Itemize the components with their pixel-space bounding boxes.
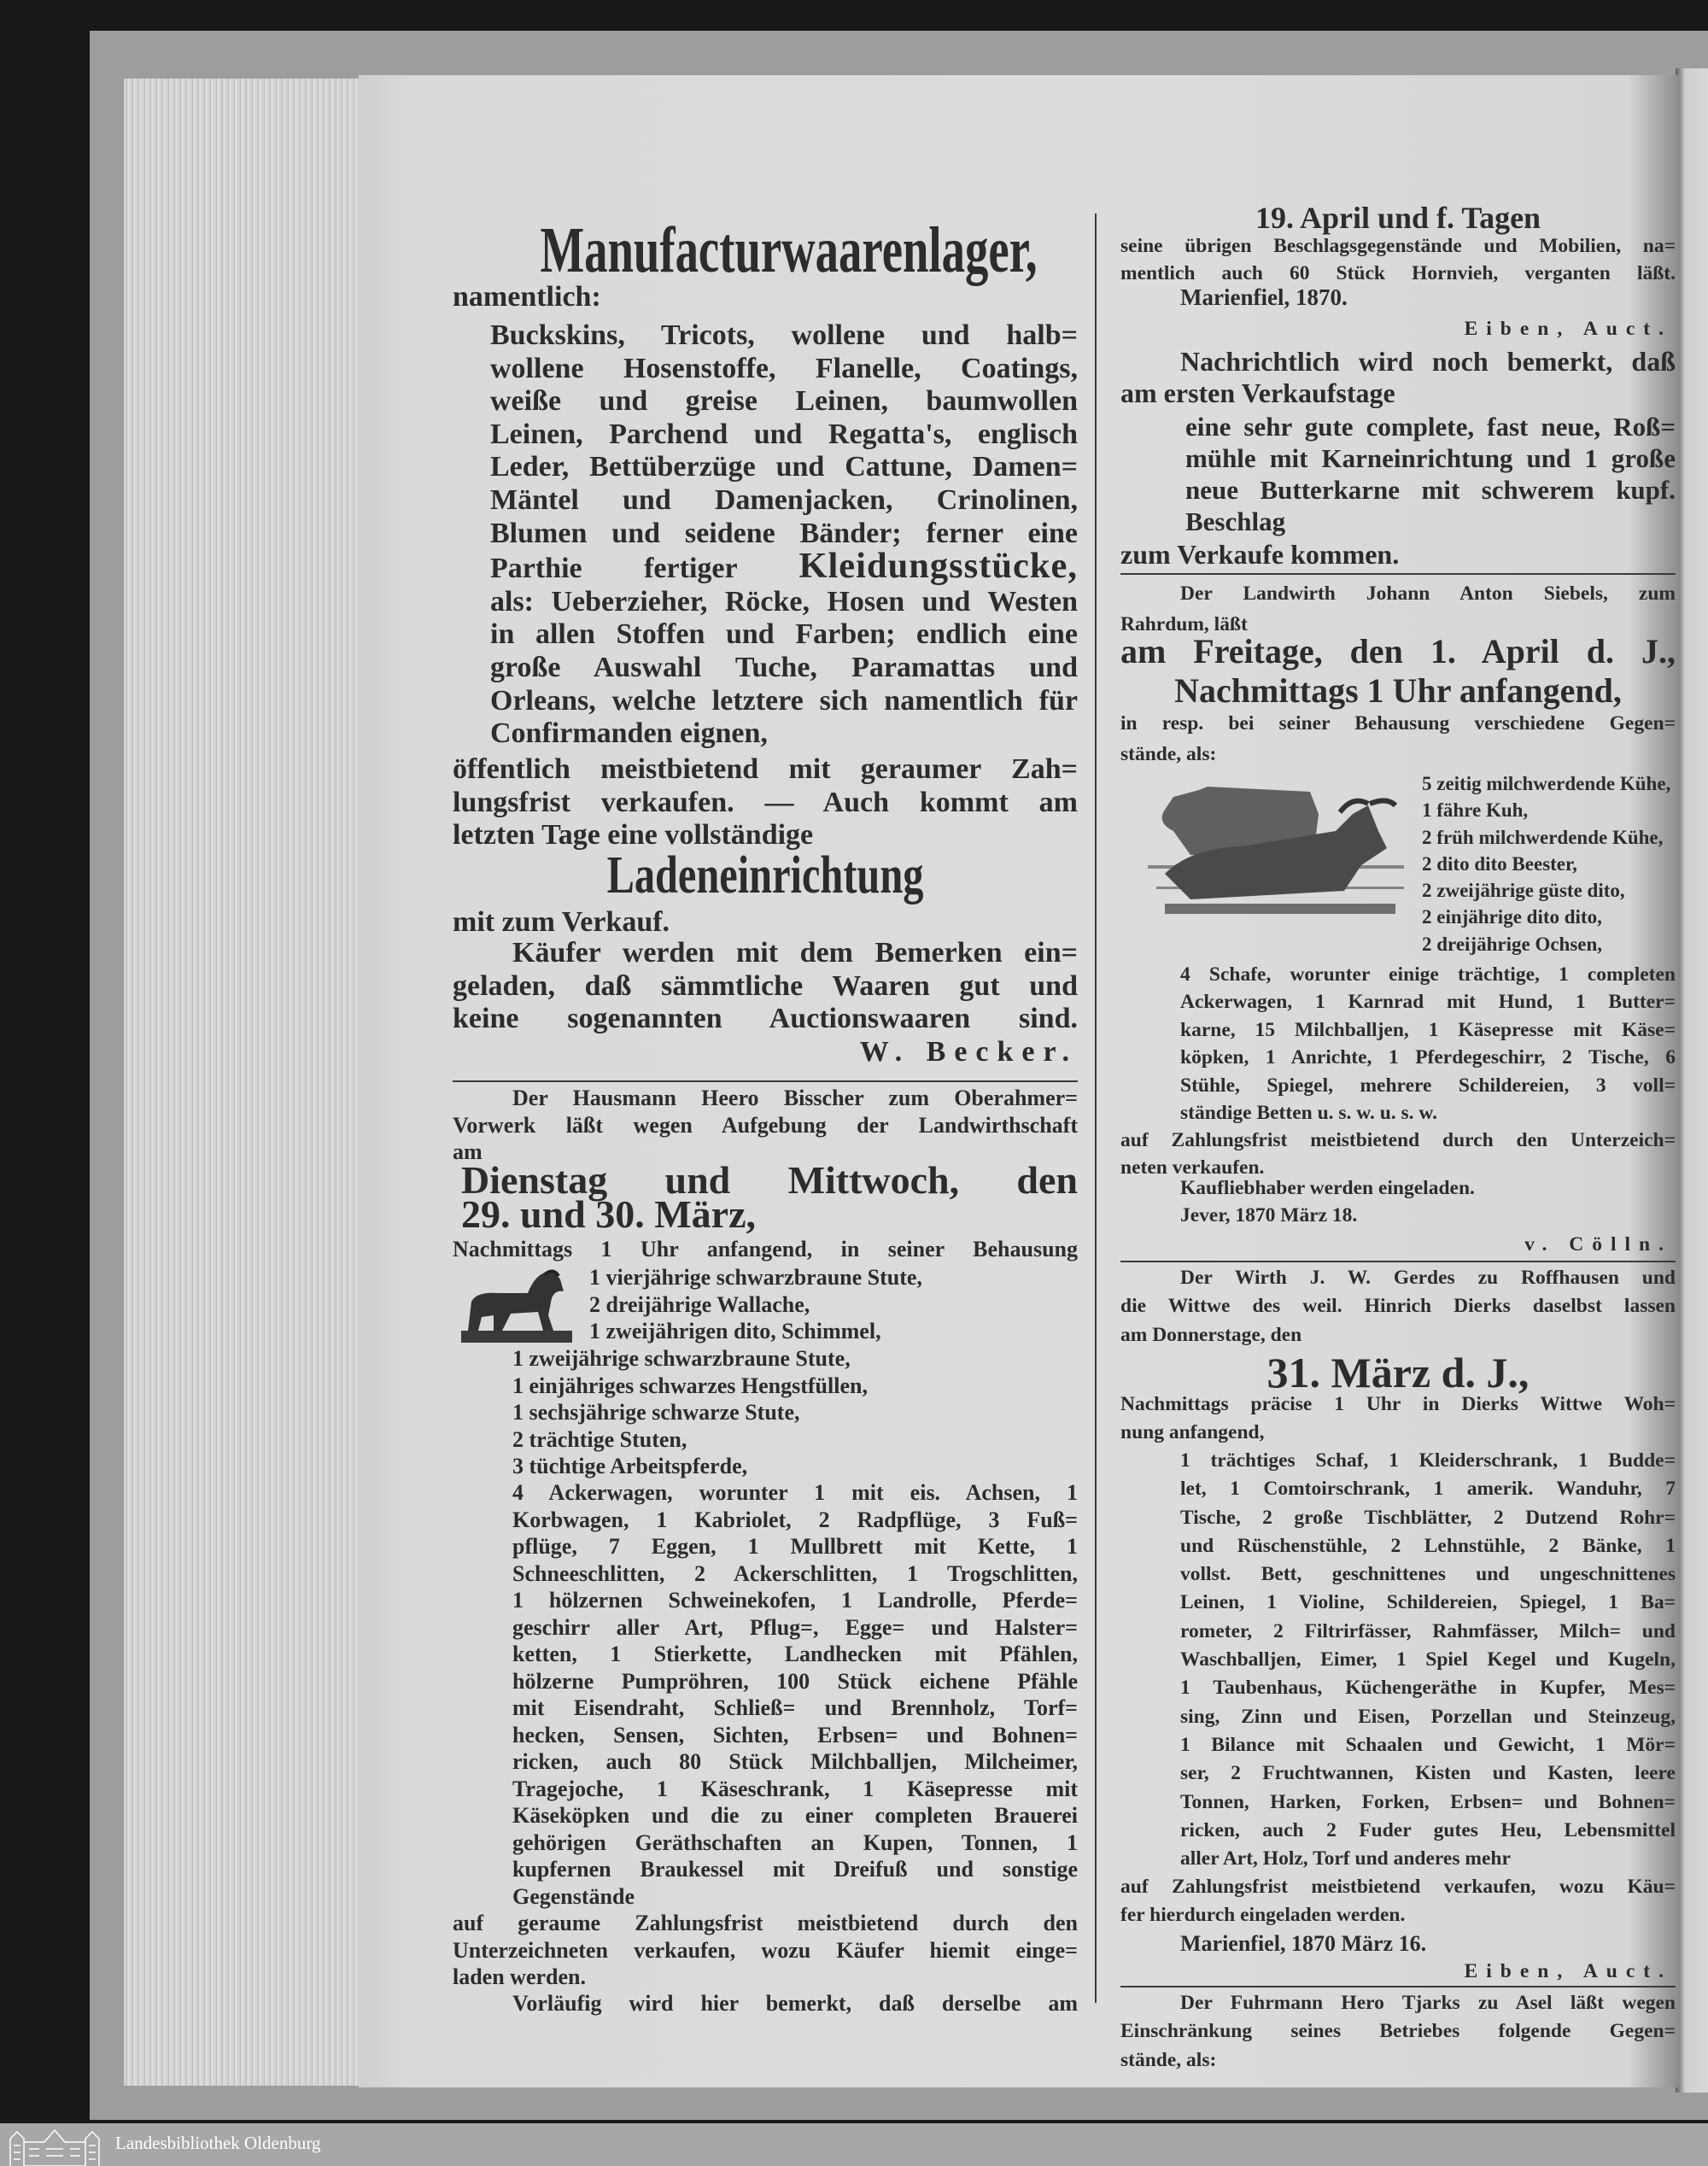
ad-text <box>1120 708 1676 770</box>
text-line: mit Eisendraht, Schließ= und Brennholz, Torf= <box>512 1695 1078 1720</box>
text-line: geschirr aller Art, Pflug=, Egge= und Halster= <box>512 1614 1078 1640</box>
text-line: weiße und greise Leinen, baumwollen <box>490 385 1078 418</box>
text-line: stände, als: <box>1120 2048 1217 2071</box>
date-line: 29. und 30. März, <box>461 1192 756 1236</box>
text-line: Buckskins, Tricots, wollene und halb= <box>490 319 1078 351</box>
text-line: pflüge, 7 Eggen, 1 Mullbrett mit Kette, 1 <box>512 1534 1078 1559</box>
text-line: ser, 2 Fruchtwannen, Kisten und Kasten, leere <box>1180 1762 1676 1785</box>
library-name: Landesbibliothek Oldenburg <box>115 2133 321 2153</box>
text-line: Orleans, welche letztere sich namentlich für <box>490 684 1078 717</box>
page-edges <box>124 79 361 2086</box>
text-line: 1 Bilance mit Schaalen und Gewicht, 1 Mör= <box>1180 1733 1676 1756</box>
text-line: Nachrichtlich wird noch bemerkt, daß <box>1180 346 1676 377</box>
text-line: wollene Hosenstoffe, Flanelle, Coatings, <box>490 352 1078 384</box>
ad-time <box>1120 1390 1676 1448</box>
text-line: letzten Tage eine vollständige <box>453 819 814 852</box>
divider <box>1120 1261 1676 1262</box>
terms-text <box>1120 1873 1676 1930</box>
text-line <box>490 546 1078 587</box>
text-line: 4 Ackerwagen, worunter 1 mit eis. Achsen, 1 <box>512 1480 1078 1505</box>
footer-bar <box>0 2123 1708 2166</box>
ad-intro <box>453 1085 1078 1166</box>
text-line: auf Zahlungsfrist meistbietend durch den Unterzeich= <box>1120 1129 1676 1151</box>
column-rule <box>1095 214 1097 2003</box>
text-line: Leinen, 1 Violine, Schildereien, Spiegel, 1 Ba= <box>1180 1591 1676 1614</box>
sale-text <box>453 753 1078 852</box>
notice-text: am ersten Verkaufstage <box>1120 378 1395 408</box>
date-line: Dienstag und Mittwoch, den <box>461 1158 1078 1202</box>
text-line: Vorläufig wird hier bemerkt, daß derselbe am <box>512 1991 1078 2016</box>
text-line: Unterzeichneten verkaufen, wozu Käufer hiemit einge= <box>453 1937 1078 1963</box>
text-line: 1 trächtiges Schaf, 1 Kleiderschrank, 1 Budde= <box>1180 1449 1676 1472</box>
text-line: Tonnen, Harken, Forken, Erbsen= und Bohnen= <box>1180 1790 1676 1813</box>
text-line: Mäntel und Damenjacken, Crinolinen, <box>490 483 1078 516</box>
text-line: Käseköpken und die zu einer completen Brauerei <box>512 1803 1078 1828</box>
text-line: 5 zeitig milchwerdende Kühe, <box>1422 773 1671 794</box>
ad-intro <box>1120 1264 1676 1349</box>
text-line: Nachmittags präcise 1 Uhr in Dierks Wittwe Woh= <box>1120 1393 1676 1415</box>
text-line: mentlich auch 60 Stück Hornvieh, verganten läßt. <box>1120 262 1676 285</box>
signature: Eiben, Auct. <box>1464 1960 1672 1982</box>
text-line: aller Art, Holz, Torf und anderes mehr <box>1180 1847 1511 1870</box>
text-line: ricken, auch 2 Fuder gutes Heu, Lebensmittel <box>1180 1818 1676 1841</box>
ad-text: namentlich: <box>453 281 601 313</box>
text-line: neten verkaufen. <box>1120 1156 1265 1180</box>
text-line: 2 einjährige dito dito, <box>1422 906 1602 928</box>
text-line: Vorwerk läßt wegen Aufgebung der Landwirthschaft <box>453 1112 1078 1138</box>
text-line: Nachmittags 1 Uhr anfangend, in seiner Behausung <box>453 1237 1078 1262</box>
text-line: große Auswahl Tuche, Paramattas und <box>490 651 1078 683</box>
text-line: kupfernen Braukessel mit Dreifuß und sonstige <box>512 1857 1078 1882</box>
text-line: 2 dreijährige Wallache, <box>589 1291 810 1317</box>
text-line: 1 Taubenhaus, Küchengeräthe in Kupfer, Mes= <box>1180 1677 1676 1700</box>
text-line: 4 Schafe, worunter einige trächtige, 1 completen <box>1180 963 1676 986</box>
text-line: Käufer werden mit dem Bemerken ein= <box>512 937 1078 969</box>
text-line: mühle mit Karneinrichtung und 1 große <box>1185 443 1676 473</box>
ad-text <box>1120 232 1676 288</box>
text-line: stände, als: <box>1120 743 1217 765</box>
text-line: und Rüschenstühle, 2 Lehnstühle, 2 Bänke, 1 <box>1180 1534 1676 1557</box>
text-line: Tragejoche, 1 Käseschrank, 1 Käsepresse mit <box>512 1776 1078 1801</box>
ad-intro <box>1120 1989 1676 2075</box>
goods-list <box>490 319 1078 751</box>
text-line: rometer, 2 Filtrirfässer, Rahmfässer, Milch= und <box>1180 1619 1676 1642</box>
ad-headline: Ladeneinrichtung <box>606 846 924 904</box>
text-line: 2 zweijährige güste dito, <box>1422 880 1625 902</box>
ad-date-headline: 19. April und f. Tagen <box>1255 201 1541 235</box>
text-line: 3 tüchtige Arbeitspferde, <box>512 1454 748 1478</box>
text-line: 1 fähre Kuh, <box>1422 799 1529 822</box>
text-line: Ackerwagen, 1 Karnrad mit Hund, 1 Butter= <box>1180 991 1676 1014</box>
text-line: 1 zweijährige schwarzbraune Stute, <box>512 1346 851 1371</box>
text-line: ständige Betten u. s. w. u. s. w. <box>1180 1102 1437 1125</box>
text-line: Tische, 2 große Tischblätter, 2 Dutzend Rohr= <box>1180 1506 1676 1529</box>
text-line: 1 hölzernen Schweinekofen, 1 Landrolle, Pferde= <box>512 1588 1078 1613</box>
text-line: am <box>453 1139 483 1164</box>
item-list <box>512 1345 1078 1480</box>
place-date: Jever, 1870 März 18. <box>1180 1204 1358 1226</box>
ad-date-headline <box>461 1158 1078 1236</box>
text-line: Leder, Bettüberzüge und Cattune, Damen= <box>490 451 1078 483</box>
horse-woodcut-icon <box>459 1267 575 1344</box>
place-date: Marienfiel, 1870 März 16. <box>1180 1931 1427 1956</box>
emphasized-text: Kleidungsstücke, <box>798 546 1078 587</box>
text-line: in allen Stoffen und Farben; endlich eine <box>490 618 1078 651</box>
text-line: am Donnerstage, den <box>1120 1323 1302 1346</box>
text-line: seine übrigen Beschlagsgegenstände und Mobilien, na= <box>1120 235 1676 257</box>
text-line: laden werden. <box>453 1964 586 1989</box>
text-line: Gegenstände <box>512 1883 635 1909</box>
place-date: Marienfiel, 1870. <box>1180 284 1348 310</box>
text-line: geladen, daß sämmtliche Waaren gut und <box>453 969 1078 1002</box>
text-line: in resp. bei seiner Behausung verschiedene Gegen= <box>1120 712 1676 735</box>
ad-intro <box>1120 578 1676 640</box>
notice-text: zum Verkaufe kommen. <box>1120 539 1400 570</box>
time-line: Nachmittags 1 Uhr anfangend, <box>1174 671 1622 710</box>
text-line: 2 früh milchwerdende Kühe, <box>1422 826 1664 848</box>
text-line: 2 dreijährige Ochsen, <box>1422 933 1603 955</box>
text-line: auf Zahlungsfrist meistbietend verkaufen, wozu Käu= <box>1120 1876 1676 1898</box>
text-line: Confirmanden eignen, <box>490 717 768 750</box>
horse-list <box>589 1264 1078 1345</box>
divider <box>453 1080 1078 1082</box>
text-line: die Wittwe des weil. Hinrich Dierks daselbst lassen <box>1120 1295 1676 1318</box>
text-line: hecken, Sensen, Sichten, Erbsen= und Bohnen= <box>512 1722 1078 1747</box>
divider <box>1120 1986 1676 1987</box>
text-line: ketten, 1 Stierkette, Landhecken mit Pfählen, <box>512 1642 1078 1666</box>
text-line: Schneeschlitten, 2 Ackerschlitten, 1 Trogschlitten, <box>512 1560 1078 1586</box>
signature: v. Cölln. <box>1524 1233 1672 1256</box>
text-line: lungsfrist verkaufen. — Auch kommt am <box>453 786 1078 818</box>
text-line: Einschränkung seines Betriebes folgende Gegen= <box>1120 2020 1676 2043</box>
text-line: Der Landwirth Johann Anton Siebels, zum <box>1180 582 1676 605</box>
ad-text: mit zum Verkauf. <box>453 906 670 938</box>
text-line: karne, 15 Milchballjen, 1 Käsepresse mit Käse= <box>1180 1018 1676 1041</box>
inventory-list <box>1180 1447 1676 1873</box>
library-building-logo <box>7 2127 106 2166</box>
text-line: Beschlag <box>1185 506 1286 536</box>
text-line: Der Fuhrmann Hero Tjarks zu Asel läßt wegen <box>1180 1992 1676 2014</box>
signature: Eiben, Auct. <box>1464 318 1672 340</box>
inventory-list <box>512 1479 1078 1910</box>
text-line: sing, Zinn und Eisen, Porzellan und Steinzeug, <box>1180 1705 1676 1728</box>
text-line: Der Hausmann Heero Bisscher zum Oberahmer= <box>512 1086 1078 1110</box>
text-span: Parthie fertiger <box>490 553 799 585</box>
text-line: köpken, 1 Anrichte, 1 Pferdegeschirr, 2 Tische, 6 <box>1180 1046 1676 1069</box>
item-list <box>1180 961 1676 1127</box>
text-line: Waschballjen, Eimer, 1 Spiel Kegel und Kugeln, <box>1180 1648 1676 1671</box>
notice-text <box>1120 346 1676 378</box>
signature: W. Becker. <box>859 1036 1078 1068</box>
note-text <box>453 1990 1078 2017</box>
text-line: eine sehr gute complete, fast neue, Roß= <box>1185 412 1676 442</box>
text-line: vollst. Bett, geschnittenes und ungeschnittenes <box>1180 1563 1676 1586</box>
text-line: keine sogenannten Auctionswaaren sind. <box>453 1003 1078 1035</box>
text-line: Korbwagen, 1 Kabriolet, 2 Radpflüge, 3 Fuß= <box>512 1507 1078 1532</box>
text-line: 1 vierjährige schwarzbraune Stute, <box>589 1265 922 1290</box>
text-line: hölzerne Pumpröhren, 100 Stück eichene Pfähle <box>512 1668 1078 1694</box>
text-line: fer hierdurch eingeladen werden. <box>1120 1904 1406 1927</box>
text-line: Blumen und seidene Bänder; ferner eine <box>490 517 1078 549</box>
text-line: auf geraume Zahlungsfrist meistbietend durch den <box>453 1911 1078 1935</box>
ad-time <box>453 1236 1078 1263</box>
text-line: 1 zweijährigen dito, Schimmel, <box>589 1319 881 1344</box>
text-line: let, 1 Comtoirschrank, 1 amerik. Wanduhr, 7 <box>1180 1478 1676 1501</box>
cattle-list <box>1422 770 1676 957</box>
terms-text <box>453 1910 1078 1991</box>
ad-date-headline: 31. März d. J., <box>1266 1349 1530 1396</box>
text-line: öffentlich meistbietend mit geraumer Zah= <box>453 753 1078 785</box>
text-line: Rahrdum, läßt <box>1120 613 1248 635</box>
text-line: neue Butterkarne mit schwerem kupf. <box>1185 475 1676 505</box>
text-line: Stühle, Spiegel, mehrere Schildereien, 3 voll= <box>1180 1074 1676 1097</box>
cattle-woodcut-icon <box>1139 780 1413 921</box>
text-line: 2 dito dito Beester, <box>1422 852 1577 875</box>
text-line: Der Wirth J. W. Gerdes zu Roffhausen und <box>1180 1267 1676 1289</box>
text-line: ricken, auch 80 Stück Milchballjen, Milcheimer, <box>512 1749 1078 1774</box>
ad-date-headline <box>1120 632 1676 711</box>
buyers-text <box>453 937 1078 1036</box>
invite-text: Kaufliebhaber werden eingeladen. <box>1180 1177 1475 1199</box>
notice-items <box>1185 411 1676 537</box>
text-line: 1 sechsjährige schwarze Stute, <box>512 1400 800 1425</box>
divider <box>1120 573 1676 575</box>
text-line: 2 trächtige Stuten, <box>512 1426 687 1452</box>
text-line: 1 einjähriges schwarzes Hengstfüllen, <box>512 1373 868 1398</box>
text-line: nung anfangend, <box>1120 1421 1265 1444</box>
ad-headline: Manufacturwaarenlager, <box>540 214 1038 286</box>
text-line: gehörigen Geräthschaften an Kupen, Tonnen, 1 <box>512 1829 1078 1855</box>
text-line: Leinen, Parchend und Regatta's, englisch <box>490 418 1078 450</box>
date-line: am Freitage, den 1. April d. J., <box>1120 632 1676 670</box>
text-line: als: Ueberzieher, Röcke, Hosen und Westen <box>490 585 1078 618</box>
